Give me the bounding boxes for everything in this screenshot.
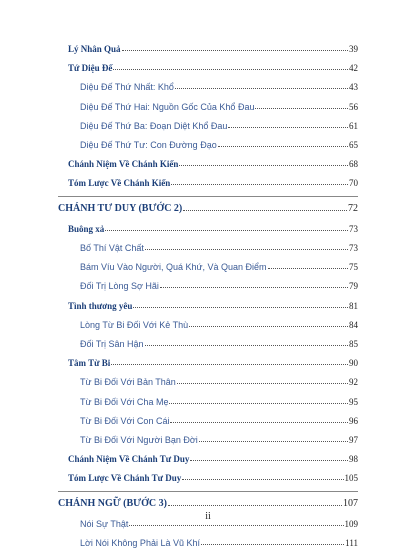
dot-leader — [268, 268, 348, 269]
dot-leader — [190, 460, 348, 461]
dot-leader — [171, 184, 348, 185]
dot-leader — [145, 249, 348, 250]
toc-subsection[interactable] — [0, 532, 358, 548]
toc-entry-label: Diệu Đế Thứ Ba: Đoạn Diệt Khổ Đau — [80, 120, 228, 131]
toc-subsection[interactable] — [0, 391, 358, 407]
dot-leader — [179, 165, 348, 166]
toc-entry-page: 39 — [349, 44, 358, 54]
toc-entry-label: Bố Thí Vật Chất — [80, 243, 144, 253]
toc-entry-page: 84 — [349, 319, 358, 330]
toc-section[interactable] — [0, 153, 358, 169]
dot-leader — [228, 127, 348, 128]
toc-entry-label: Tóm Lược Về Chánh Kiến — [68, 178, 171, 189]
toc-entry-page: 109 — [344, 518, 358, 529]
toc-section[interactable] — [0, 57, 358, 73]
toc-entry-label: Từ Bi Đối Với Con Cái — [80, 415, 170, 426]
chapter-rule — [58, 196, 358, 197]
toc-entry-label: Tứ Diệu Đế — [68, 63, 113, 74]
toc-subsection[interactable] — [0, 275, 358, 291]
toc-entry-page: 65 — [349, 140, 358, 150]
toc-entry-page: 68 — [349, 159, 358, 170]
dot-leader — [201, 544, 344, 545]
dot-leader — [170, 422, 348, 423]
toc-entry-label: Tóm Lược Về Chánh Tư Duy — [68, 473, 182, 484]
dot-leader — [122, 50, 348, 51]
toc-entry-label: CHÁNH TƯ DUY (BƯỚC 2) — [58, 202, 183, 214]
toc-entry-label: Tâm Từ Bi — [68, 358, 111, 369]
toc-entry-page: 85 — [349, 339, 358, 349]
toc-entry-page: 43 — [349, 82, 358, 93]
toc-entry-label: Diệu Đế Thứ Hai: Nguồn Gốc Của Khổ Đau — [80, 101, 255, 112]
chapter-rule — [58, 491, 358, 492]
toc-entry-label: Lòng Từ Bi Đối Với Kẻ Thù — [80, 319, 189, 330]
dot-leader — [129, 525, 343, 526]
toc-entry-page: 107 — [343, 497, 358, 509]
dot-leader — [183, 210, 347, 211]
dot-leader — [168, 505, 342, 506]
dot-leader — [145, 345, 348, 346]
toc-section[interactable] — [0, 218, 358, 234]
toc-entry-label: Từ Bi Đối Với Cha Mẹ — [80, 396, 169, 407]
toc-subsection[interactable] — [0, 134, 358, 150]
toc-chapter[interactable] — [0, 493, 358, 509]
dot-leader — [189, 326, 348, 327]
toc-entry-page: 75 — [349, 262, 358, 273]
dot-leader — [111, 364, 348, 365]
toc-subsection[interactable] — [0, 115, 358, 131]
toc-entry-page: 73 — [349, 223, 358, 234]
toc-entry-page: 97 — [349, 435, 358, 445]
toc-section[interactable] — [0, 352, 358, 368]
dot-leader — [218, 146, 348, 147]
toc-entry-page: 73 — [349, 243, 358, 253]
toc-entry-page: 95 — [349, 396, 358, 407]
toc-entry-label: Tình thương yêu — [68, 300, 133, 311]
dot-leader — [113, 69, 348, 70]
toc-subsection[interactable] — [0, 256, 358, 272]
toc-entry-page: 90 — [349, 358, 358, 369]
dot-leader — [182, 479, 343, 480]
toc-entry-label: CHÁNH NGỮ (BƯỚC 3) — [58, 497, 167, 509]
toc-entry-page: 81 — [349, 300, 358, 311]
toc-section[interactable] — [0, 467, 358, 483]
toc-entry-page: 92 — [349, 377, 358, 388]
dot-leader — [199, 441, 348, 442]
toc-section[interactable] — [0, 295, 358, 311]
toc-entry-page: 98 — [349, 454, 358, 465]
toc-entry-page: 56 — [349, 101, 358, 112]
toc-entry-label: Nói Sự Thật — [80, 518, 129, 529]
toc-entry-page: 96 — [349, 415, 358, 426]
toc-entry-label: Đối Trị Sân Hận — [80, 339, 144, 349]
toc-entry-label: Lý Nhân Quả — [68, 44, 121, 54]
toc-subsection[interactable] — [0, 333, 358, 349]
page-number: ii — [205, 511, 211, 522]
toc-entry-label: Lời Nói Không Phải Là Vũ Khí — [80, 538, 200, 548]
toc-entry-page: 42 — [349, 63, 358, 74]
toc-entry-page: 72 — [348, 202, 358, 214]
dot-leader — [169, 403, 348, 404]
toc-section[interactable] — [0, 38, 358, 54]
toc-entry-label: Từ Bi Đối Với Người Bạn Đời — [80, 435, 198, 445]
toc-subsection[interactable] — [0, 371, 358, 387]
toc-entry-label: Diệu Đế Thứ Tư: Con Đường Đạo — [80, 140, 217, 150]
toc-section[interactable] — [0, 172, 358, 188]
toc-entry-label: Diệu Đế Thứ Nhất: Khổ — [80, 82, 174, 93]
toc-subsection[interactable] — [0, 314, 358, 330]
dot-leader — [160, 287, 348, 288]
toc-section[interactable] — [0, 448, 358, 464]
dot-leader — [177, 383, 348, 384]
toc-entry-page: 70 — [349, 178, 358, 189]
dot-leader — [133, 307, 348, 308]
toc-subsection[interactable] — [0, 410, 358, 426]
dot-leader — [175, 88, 348, 89]
toc-subsection[interactable] — [0, 237, 358, 253]
dot-leader — [255, 108, 348, 109]
toc-chapter[interactable] — [0, 198, 358, 214]
toc-subsection[interactable] — [0, 96, 358, 112]
toc-subsection[interactable] — [0, 76, 358, 92]
toc-entry-page: 111 — [345, 538, 358, 548]
toc-entry-page: 105 — [344, 473, 358, 484]
toc-entry-label: Từ Bi Đối Với Bản Thân — [80, 377, 176, 388]
toc-entry-page: 79 — [349, 281, 358, 292]
toc-entry-label: Chánh Niệm Về Chánh Kiến — [68, 159, 179, 170]
toc-entry-label: Buông xả — [68, 223, 105, 234]
dot-leader — [105, 230, 348, 231]
toc-subsection[interactable] — [0, 429, 358, 445]
toc-entry-label: Bám Víu Vào Người, Quá Khứ, Và Quan Điểm — [80, 262, 267, 273]
toc-entry-label: Đối Trị Lòng Sợ Hãi — [80, 281, 159, 292]
toc-entry-page: 61 — [349, 120, 358, 131]
toc-entry-label: Chánh Niệm Về Chánh Tư Duy — [68, 454, 190, 465]
